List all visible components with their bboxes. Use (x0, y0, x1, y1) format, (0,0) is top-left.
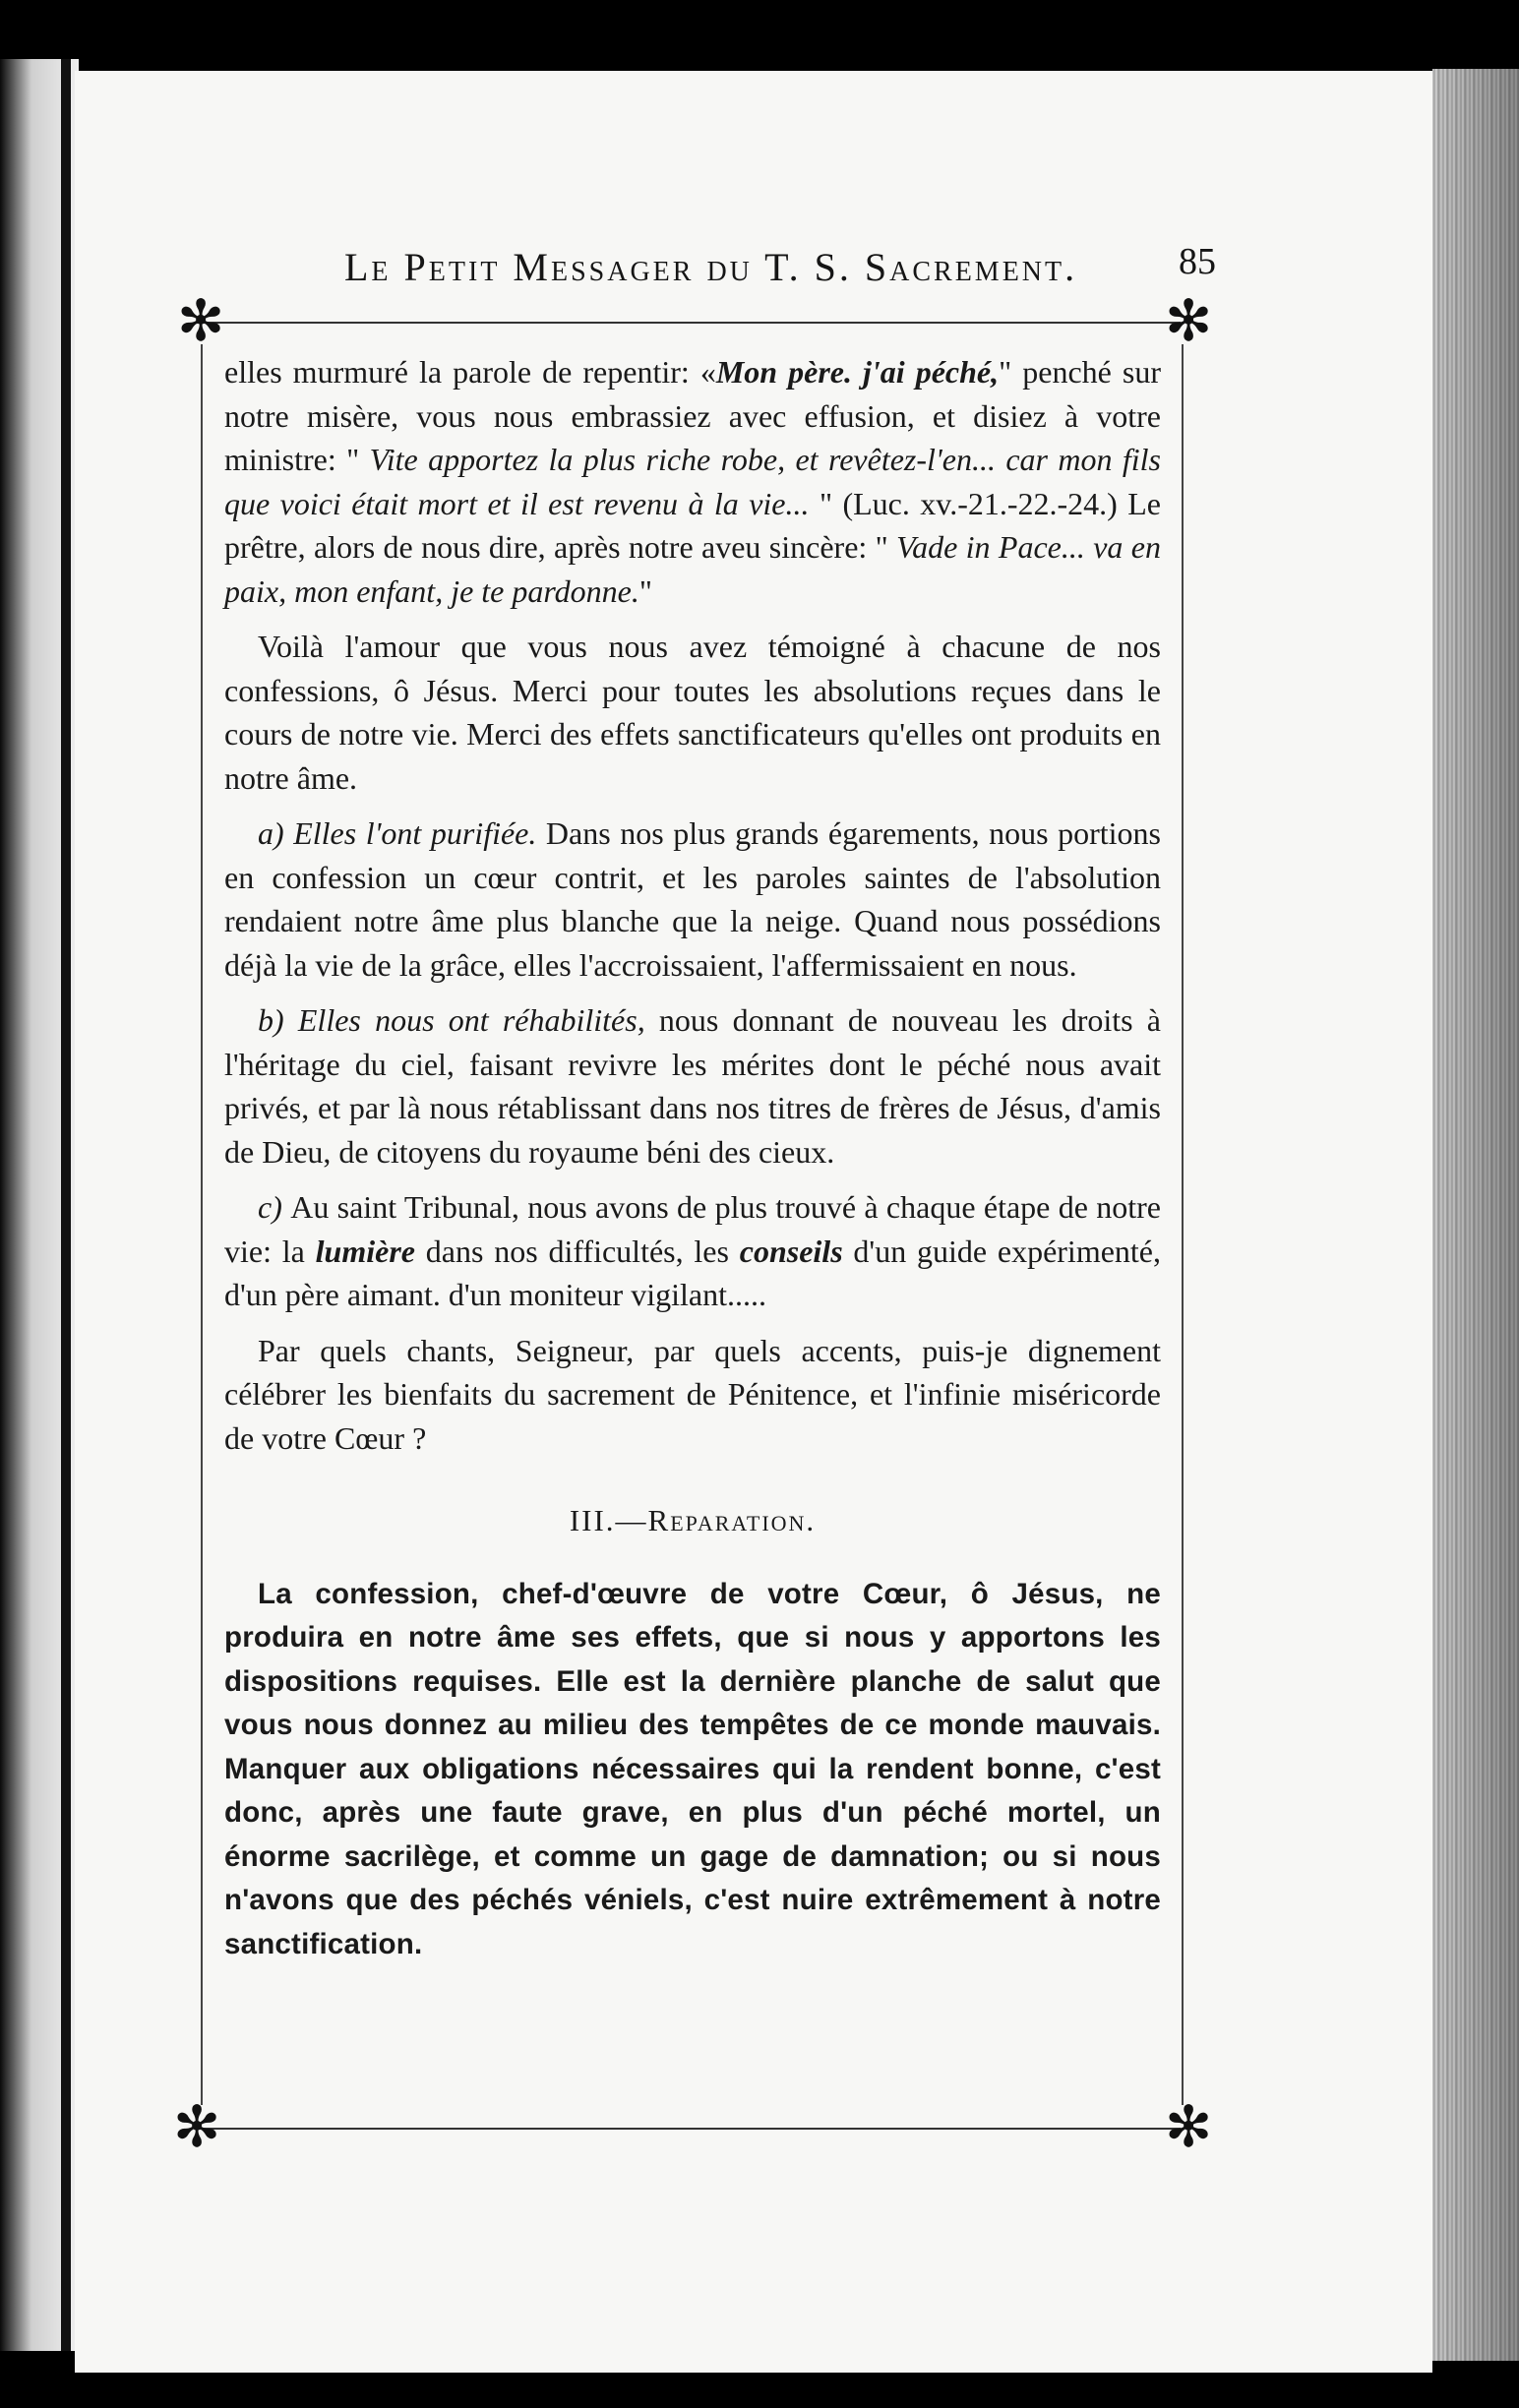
frame-left-rule (201, 344, 203, 2105)
paragraph-continuation: elles murmuré la parole de repentir: «Mon père. j'ai péché," penché sur notre misère, vous nous embrassiez avec effusion, et disiez à votre ministre: " Vite apportez la plus riche robe, et revêtez-l'en... car mon fils que voici était mort et il est revenu à la vie... " (Luc. xv.-21.-22.-24.) Le prêtre, alors de nous dire, après notre aveu sincère: " Vade in Pace... va en paix, mon enfant, je te pardonne." (224, 354, 1162, 609)
running-title: Le Petit Messager du T. S. Sacrement. (344, 245, 1078, 289)
page-number: 85 (1179, 241, 1216, 282)
asterisk-ornament-icon: ✻ (176, 287, 225, 354)
section-heading: III.—Reparation. (569, 1503, 817, 1537)
paragraph-voila: Voilà l'amour que vous nous avez témoigné à chacune de nos confessions, ô Jésus. Merci pour toutes les absolutions reçues dans le cours de notre vie. Merci des effets sanctificateurs qu'elles ont produits en notre âme. (224, 629, 1161, 796)
paragraph-par-quels: Par quels chants, Seigneur, par quels accents, puis-je dignement célébrer les bienfaits du sacrement de Pénitence, et l'infinie miséricorde de votre Cœur ? (224, 1332, 1161, 1456)
paragraph-b: b) Elles nous ont réhabilités, nous donnant de nouveau les droits à l'héritage du ciel, faisant revivre les mérites dont le péché nous avait privés, et par là nous rétablissant dans nos titres de frères de Jésus, d'amis de Dieu, de citoyens du royaume béni des cieux. (224, 1002, 1162, 1170)
paragraph-confession: La confession, chef-d'œuvre de votre Cœur, ô Jésus, ne produira en notre âme ses effets, que si nous y apportons les dispositions requises. Elle est la dernière planche de salut que vous nous donnez au milieu des tempêtes de ce monde mauvais. Manquer aux obligations nécessaires qui la rendent bonne, c'est donc, après une faute grave, en plus d'un péché mortel, un énorme sacrilège, et comme un gage de damnation; ou si nous n'avons que des péchés véniels, c'est nuire extrêmement à notre sanctification. (224, 1577, 1161, 1960)
frame-right-rule (1182, 344, 1184, 2105)
page-edges (1432, 69, 1519, 2361)
frame-bottom-rule (197, 2128, 1181, 2130)
asterisk-ornament-icon: ✻ (172, 2093, 221, 2160)
paragraph-c: c) Au saint Tribunal, nous avons de plus trouvé à chaque étape de notre vie: la lumière dans nos difficultés, les conseils d'un guide expérimenté, d'un père aimant. d'un moniteur vigilant..... (224, 1189, 1162, 1312)
asterisk-ornament-icon: ✻ (1164, 287, 1213, 354)
asterisk-ornament-icon: ✻ (1164, 2093, 1213, 2160)
binding-edge (61, 59, 71, 2351)
paragraph-a: a) Elles l'ont purifiée. Dans nos plus grands égarements, nous portions en confession un cœur contrit, et les paroles saintes de l'absolution rendaient notre âme plus blanche que la neige. Quand nous possédions déjà la vie de la grâce, elles l'accroissaient, l'affermissaient en nous. (224, 815, 1162, 983)
frame-top-rule (197, 322, 1181, 324)
body-text (224, 350, 1161, 1966)
